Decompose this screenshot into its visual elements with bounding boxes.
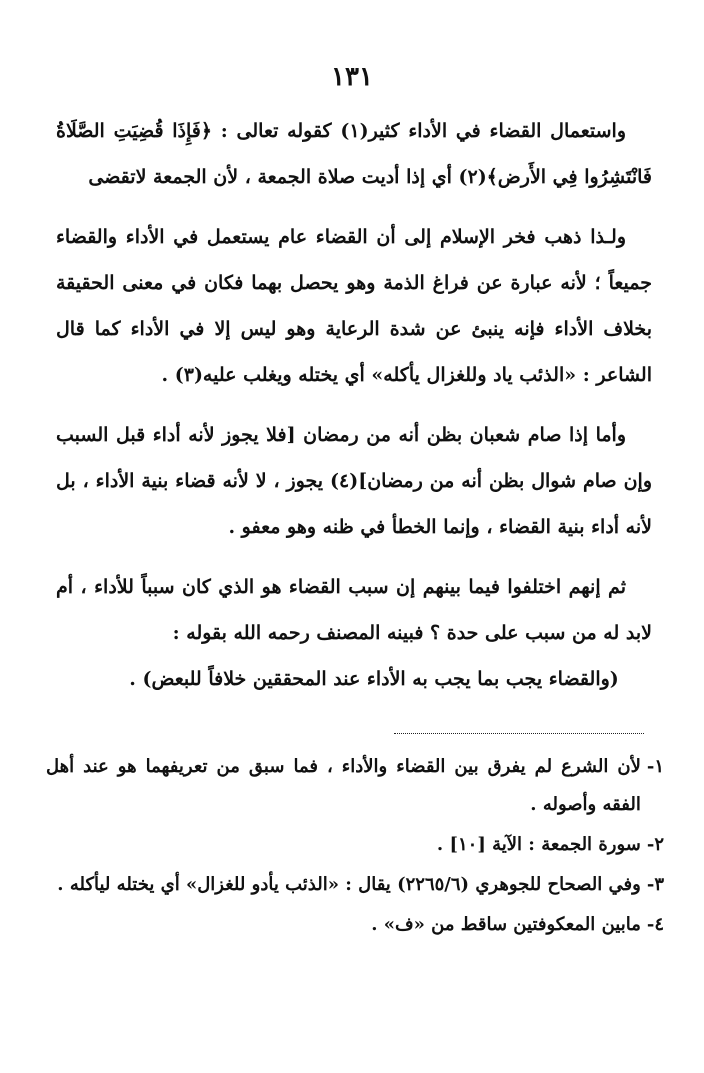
footnote [46,826,664,864]
footnote-number: ١- [646,756,664,777]
footnote-text: وفي الصحاح للجوهري (٢٢٦٥/٦) يقال : «الذئب يأدو للغزال» أي يختله ليأكله . [57,874,641,895]
page-number: ١٣١ [331,62,373,92]
paragraph: ثم إنهم اختلفوا فيما بينهم إن سبب القضاء هو الذي كان سبباً للأداء ، أم لابد له من سبب على حدة ؟ فبينه المصنف رحمه الله بقوله : [56,576,652,644]
footnote-separator [394,733,644,734]
footnote-number: ٤- [646,914,664,935]
footnote-text: لأن الشرع لم يفرق بين القضاء والأداء ، فما سبق من تعريفهما هو عند أهل الفقه وأصوله . [46,756,641,815]
paragraph: وأما إذا صام شعبان بظن أنه من رمضان [فلا يجوز لأنه أداء قبل السبب وإن صام شوال بظن أنه من رمضان](٤) يجوز ، لا لأنه قضاء بنية الأداء ، بل لأنه أداء بنية القضاء ، وإنما الخطأ في ظنه وهو معفو . [56,424,652,538]
footnote [46,906,664,944]
quoted-text-line: (والقضاء يجب بما يجب به الأداء عند المحققين خلافاً للبعض) . [129,668,619,690]
footnote-number: ٣- [646,874,664,895]
footnote-number: ٢- [646,834,664,855]
footnote [46,866,664,904]
footnote-text: سورة الجمعة : الآية [١٠] . [436,834,641,855]
main-text [56,108,652,702]
footnotes [46,748,664,946]
footnote [46,748,664,824]
footnote-text: مابين المعكوفتين ساقط من «ف» . [371,914,641,935]
paragraph: واستعمال القضاء في الأداء كثير(١) كقوله تعالى : ﴿فَإِذَا قُضِيَتِ الصَّلَاةُ فَانْتَشِرُوا فِي الأَرض﴾(٢) أي إذا أديت صلاة الجمعة ، لأن الجمعة لاتقضى [56,120,652,188]
paragraph: ولـذا ذهب فخر الإسلام إلى أن القضاء عام يستعمل في الأداء والقضاء جميعاً ؛ لأنه عبارة عن فراغ الذمة وهو يحصل بهما فكان في معنى الحقيقة بخلاف الأداء فإنه ينبئ عن شدة الرعاية وهو ليس إلا في الأداء كما قال الشاعر : «الذئب ياد وللغزال يأكله» أي يختله ويغلب عليه(٣) . [56,226,652,386]
